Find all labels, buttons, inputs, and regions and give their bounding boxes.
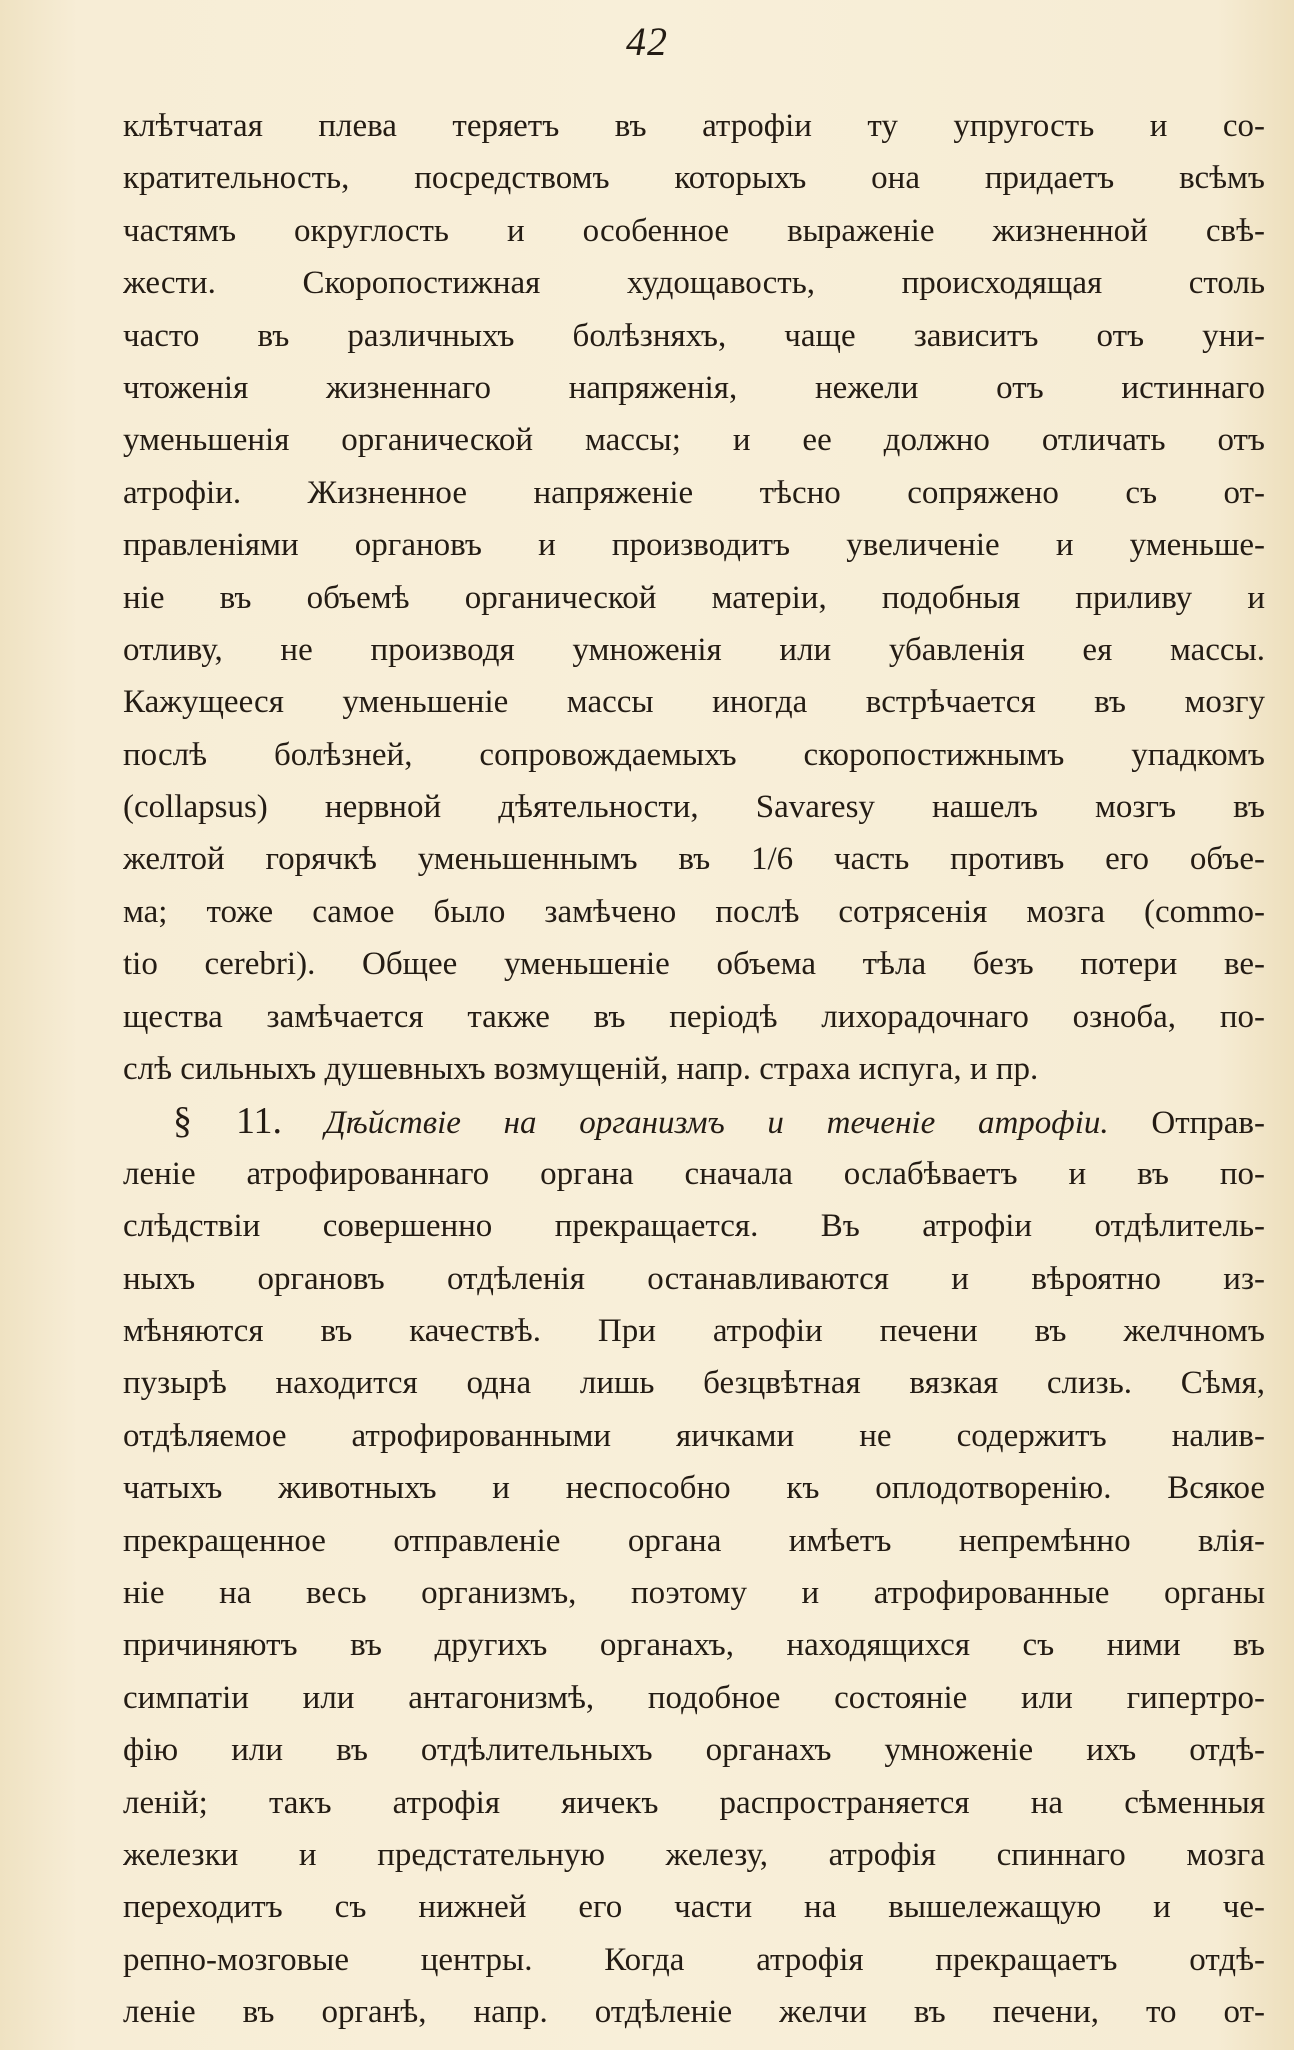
text-line: уменьшенія органической массы; и ее должно отличать отъ bbox=[123, 422, 1265, 459]
text-line: часто въ различныхъ болѣзняхъ, чаще зависитъ отъ уни- bbox=[123, 317, 1265, 354]
text-line: послѣ болѣзней, сопровождаемыхъ скоропостижнымъ упадкомъ bbox=[123, 736, 1265, 773]
text-line: ніе на весь организмъ, поэтому и атрофированные органы bbox=[123, 1574, 1265, 1611]
section-title: Дѣйствіе на организмъ и теченіе атрофіи. bbox=[324, 1105, 1109, 1142]
text-line: ма; тоже самое было замѣчено послѣ сотрясенія мозга (commo- bbox=[123, 893, 1265, 930]
section-heading-line bbox=[123, 1095, 1265, 1147]
text-line: ныхъ органовъ отдѣленія останавливаются и вѣроятно из- bbox=[123, 1260, 1265, 1297]
text-line: чатыхъ животныхъ и неспособно къ оплодотворенію. Всякое bbox=[123, 1470, 1265, 1507]
text-line: леніе атрофированнаго органа сначала ослабѣваетъ и въ по- bbox=[123, 1155, 1265, 1192]
text-line: желтой горячкѣ уменьшеннымъ въ 1/6 часть противъ его объе- bbox=[123, 841, 1265, 878]
text-line: симпатіи или антагонизмѣ, подобное состояніе или гипертро- bbox=[123, 1679, 1265, 1716]
text-line: tio cerebri). Общее уменьшеніе объема тѣла безъ потери ве- bbox=[123, 946, 1265, 983]
text-line: клѣтчатая плева теряетъ въ атрофіи ту упругость и со- bbox=[123, 108, 1265, 144]
text-line: слѣдствіи совершенно прекращается. Въ атрофіи отдѣлитель- bbox=[123, 1208, 1265, 1245]
page-number: 42 bbox=[626, 19, 668, 64]
text-line: отливу, не производя умноженія или убавленія ея массы. bbox=[123, 631, 1265, 668]
text-line: леній; такъ атрофія яичекъ распространяется на сѣменныя bbox=[123, 1784, 1265, 1821]
text-line: переходитъ съ нижней его части на вышележащую и че- bbox=[123, 1889, 1265, 1926]
text-line: железки и предстательную железу, атрофія спиннаго мозга bbox=[123, 1836, 1265, 1873]
section-first-line-rest: Отправ- bbox=[1151, 1105, 1265, 1142]
text-line: мѣняются въ качествѣ. При атрофіи печени въ желчномъ bbox=[123, 1312, 1265, 1349]
text-line: слѣ сильныхъ душевныхъ возмущеній, напр. страха испуга, и пр. bbox=[123, 1051, 1039, 1088]
text-line: репно-мозговые центры. Когда атрофія прекращаетъ отдѣ- bbox=[123, 1941, 1265, 1978]
text-line: ніе въ объемѣ органической матеріи, подобныя приливу и bbox=[123, 579, 1265, 616]
text-line: (collapsus) нервной дѣятельности, Savaresy нашелъ мозгъ въ bbox=[123, 789, 1265, 826]
text-line: кратительность, посредствомъ которыхъ она придаетъ всѣмъ bbox=[123, 160, 1265, 197]
text-line: отдѣляемое атрофированными яичками не содержитъ налив- bbox=[123, 1417, 1265, 1454]
text-line: пузырѣ находится одна лишь безцвѣтная вязкая слизь. Сѣмя, bbox=[123, 1365, 1265, 1402]
text-line: правленіями органовъ и производитъ увеличеніе и уменьше- bbox=[123, 527, 1265, 564]
section-mark: § 11. bbox=[173, 1100, 283, 1143]
text-line: Кажущееся уменьшеніе массы иногда встрѣчается въ мозгу bbox=[123, 684, 1265, 721]
body-text bbox=[123, 100, 1265, 2038]
text-line: атрофіи. Жизненное напряженіе тѣсно сопряжено съ от- bbox=[123, 474, 1265, 511]
text-line: жести. Скоропостижная худощавость, происходящая столь bbox=[123, 265, 1265, 302]
text-line: щества замѣчается также въ періодѣ лихорадочнаго озноба, по- bbox=[123, 998, 1265, 1035]
text-line: прекращенное отправленіе органа имѣетъ непремѣнно влія- bbox=[123, 1522, 1265, 1559]
text-line: леніе въ органѣ, напр. отдѣленіе желчи въ печени, то от- bbox=[123, 1994, 1265, 2031]
text-line: частямъ округлость и особенное выраженіе жизненной свѣ- bbox=[123, 212, 1265, 249]
text-line: чтоженія жизненнаго напряженія, нежели отъ истиннаго bbox=[123, 369, 1265, 406]
text-line: фію или въ отдѣлительныхъ органахъ умноженіе ихъ отдѣ- bbox=[123, 1732, 1265, 1769]
text-line: причиняютъ въ другихъ органахъ, находящихся съ ними въ bbox=[123, 1627, 1265, 1664]
